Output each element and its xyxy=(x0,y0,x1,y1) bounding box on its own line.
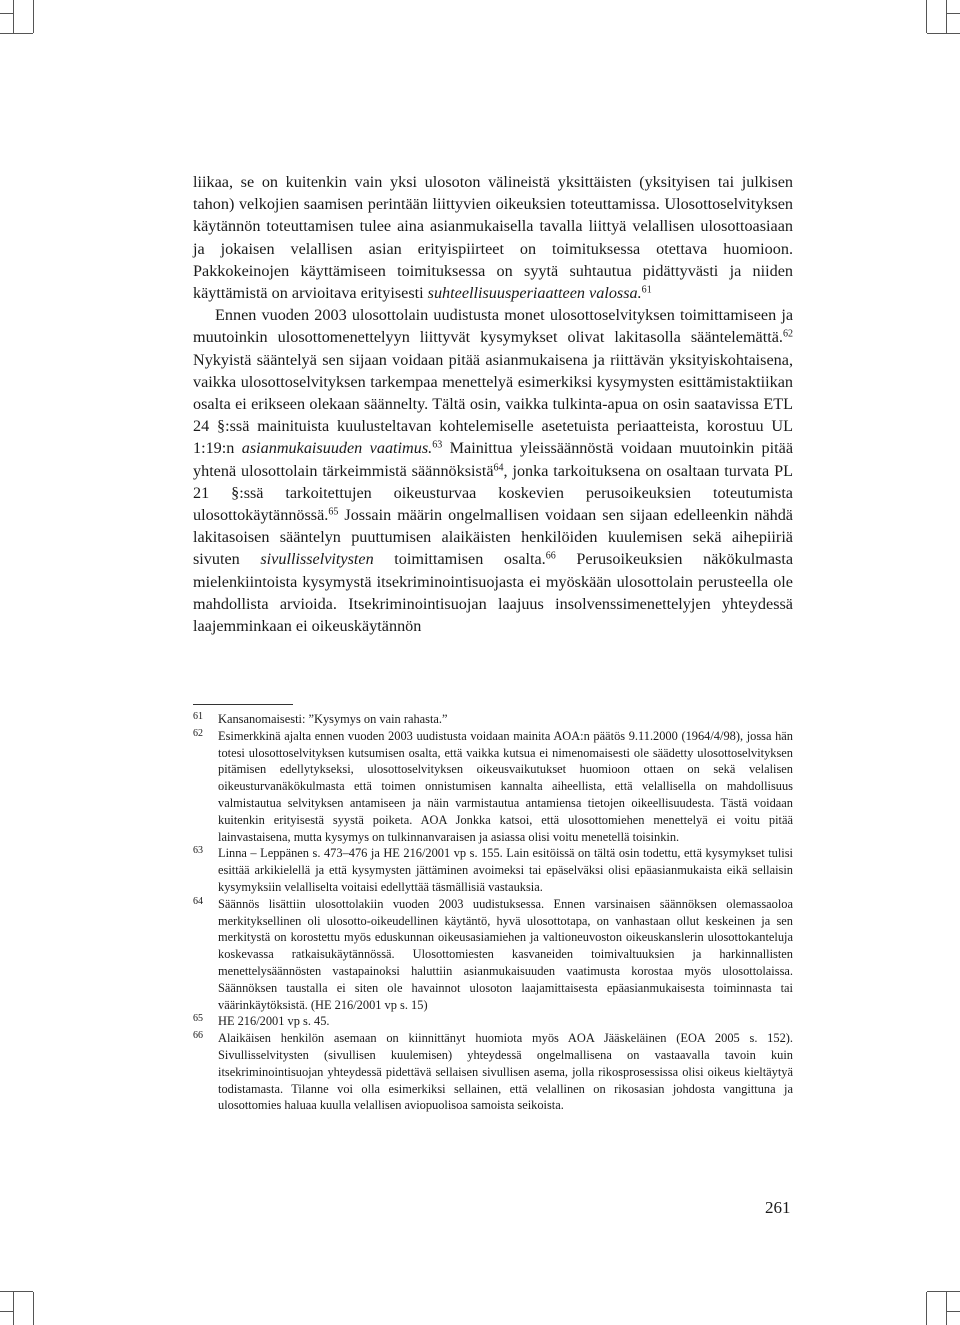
footnote-text: Kansanomaisesti: ”Kysymys on vain rahasta.” xyxy=(218,712,448,726)
footnotes xyxy=(193,711,793,1114)
crop-mark-tr-h2 xyxy=(947,13,960,14)
italic-phrase: sivullisselvitysten xyxy=(260,550,374,569)
crop-mark-tr-v xyxy=(926,0,927,33)
footnote-number: 61 xyxy=(193,711,203,722)
crop-mark-bl-h2 xyxy=(0,1311,13,1312)
footnote-66 xyxy=(193,1030,793,1114)
footnote-number: 64 xyxy=(193,895,203,907)
footnote-ref-61[interactable]: 61 xyxy=(641,284,652,296)
footnote-62 xyxy=(193,728,793,846)
footnote-ref-63[interactable]: 63 xyxy=(432,439,443,451)
crop-mark-tl-v xyxy=(33,0,34,33)
crop-mark-br-h2 xyxy=(947,1311,960,1312)
footnote-text: Esimerkkinä ajalta ennen vuoden 2003 uudistusta voidaan mainita AOA:n päätös 9.11.2000 (1964/4/98), jossa hän totesi ulosottoselvityksen kutsumisen osalta, että vaikka kutsua ei nimenomaisesti ole säädetty ulosottoselvityksen pitämisen edellytykseksi, ulosottoselvityksen oikeusvaikutukset huomioon ottaen on sekä velalisen oikeusturvanäkökulmasta että toimen onnistumisen kannalta aiheellista, että velallisella on mahdollisuus valmistautua selvityksen antamiseen ja näin varmistautua antamiensa tietojen oikeellisuudesta. Tästä voidaan kuitenkin erityisestä syystä poiketa. AOA Jonkka katsoi, että ulosottomiehen menettelyä ei voitu pitää lainvastaisena, mutta kysymys on tulkinnanvaraisen ja asiassa olisi voitu menetellä toisinkin. xyxy=(218,728,793,844)
paragraph-2: Ennen vuoden 2003 ulosottolain uudistusta monet ulosottoselvityksen toimittamiseen ja muutoinkin ulosottomenettelyyn liittyvät kysymykset olivat lakitasolla sääntelemättä.$^{62}$ Nykyistä sääntelyä sen sijaan voidaan pitää asianmukaisena ja riittävän yksityiskohtaisena, vaikka ulosottoselvityksen tarkempaa menettelyä esimerkiksi kysymysten esittämistaktiikan osalta ei erikseen olekaan säännelty. Tältä osin, vaikka tulkinta-apua on osin saatavissa ETL 24 §:ssä mainituista kuulusteltavan kohtelemiselle asetetuista periaatteista, korostuu UL 1:19:n asianmukaisuuden vaatimus.$^{63}$ Mainittua yleissäännöstä voidaan muutoinkin pitää yhtenä ulosottolain tärkeimmistä säännöksistä$^{64}$, jonka tarkoituksena on osaltaan turvata PL 21 §:ssä tarkoitettujen oikeusturvaa koskevien perusoikeuksien toteutumista ulosottokäytännössä.$^{65}$ Jossain määrin ongelmallisen voidaan sen sijaan edelleenkin nähdä lakitasoisen sääntelyn puuttumisen alaikäisten henkilöiden kuulemisen sekä aihepiiriä sivuten sivullisselvitysten toimittamisen osalta.$^{66}$ Perusoikeuksien näkökulmasta mielenkiintoista kysymystä itsekriminointisuojasta ei myöskään ulosottolain perusteella ole mahdollista arvioida. Itsekriminointisuojan laajuus insolvenssimenettelyjen yhteydessä laajemminkaan ei oikeuskäytännön xyxy=(193,306,794,636)
crop-mark-br-v xyxy=(926,1292,927,1325)
footnote-text: Linna – Leppänen s. 473–476 ja HE 216/2001 vp s. 155. Lain esitöissä on tältä osin todettu, että kysymykset tulisi esittää arkikielellä ja että kysymysten jättäminen avoimeksi tai epäselväksi olisi epäasianmukaista eikä sellaisin kysymyksiin velalliselta voitaisi edellyttää täsmällisiä vastauksia. xyxy=(218,846,793,894)
page-number: 261 xyxy=(765,1198,791,1217)
footnote-ref-62[interactable]: 62 xyxy=(782,328,793,340)
footnote-text: Alaikäisen henkilön asemaan on kiinnittänyt huomiota myös AOA Jääskeläinen (EOA 2005 s. 152). Sivullisselvitysten (sivullisen kuulemisen) yhteydessä ongelmallisena on vastaavalla tavoin kuin itsekriminointisuojan yhteydessä pidettävä sellaisen sivullisen asema, jolla rikosprosessissa olisi oikeus kieltäytyä todistamasta. Tilanne voi olla esimerkiksi sellainen, että velallinen on rikosasian johdosta vangittuna ja ulosottomies haluaa kuulla velallisen aviopuolisoa samoista seikoista. xyxy=(218,1031,793,1113)
crop-mark-tr-h xyxy=(927,33,960,34)
footnote-number: 65 xyxy=(193,1013,203,1025)
crop-mark-bl-v xyxy=(33,1292,34,1325)
footnote-63 xyxy=(193,845,793,895)
footnote-number: 63 xyxy=(193,845,203,857)
italic-phrase: asianmukaisuuden vaatimus. xyxy=(241,439,433,458)
footnote-text: HE 216/2001 vp s. 45. xyxy=(218,1014,330,1029)
crop-mark-br-v2 xyxy=(946,1292,947,1325)
italic-phrase: suhteellisuusperiaatteen valossa. xyxy=(427,284,642,303)
footnote-ref-65[interactable]: 65 xyxy=(328,506,339,518)
crop-mark-bl-v2 xyxy=(13,1292,14,1325)
footnote-64 xyxy=(193,896,793,1014)
body-text xyxy=(193,171,793,637)
crop-mark-bl-h xyxy=(0,1291,33,1292)
footnote-65 xyxy=(193,1013,793,1030)
crop-mark-tr-v2 xyxy=(946,0,947,33)
footnote-61 xyxy=(193,711,793,728)
footnote-number: 62 xyxy=(193,727,203,739)
paragraph-1: liikaa, se on kuitenkin vain yksi ulosoton välineistä yksittäisten (yksityisen tai julkisen tahon) velkojien saamisen perintään liittyvien oikeuksien toteuttamissa. Ulosottoselvityksen käytännön toteuttamisen tulee aina asianmukaisella tavalla liittyä velallisen ulosottoasiaan ja jokaisen velallisen asian erityispiirteet on toimituksessa otettava huomioon. Pakkokeinojen käyttämiseen toimituksessa on syytä suhtautua pidättyvästi ja niiden käyttämistä on arvioitava erityisesti suhteellisuusperiaatteen valossa.$^{61}$ xyxy=(193,173,793,303)
footnote-text: Säännös lisättiin ulosottolakiin vuoden 2003 uudistuksessa. Ennen varsinaisen säännöksen olemassaoloa merkityksellinen oli ulosotto-oikeudellinen käytäntö, hyvä ulosottotapa, on vanhastaan ollut keskeinen ja sen merkitystä on korostettu myös eduskunnan oikeusasiamiehen ja valtioneuvoston oikeuskanslerin ulosottokanteluja koskevassa ratkaisukäytännössä. Ulosottomiesten kasvaneiden toimivaltuuksien ja harkinnallisten menettelysäännösten vastapainoksi haluttiin asianmukaisuuden vaatimusta korostaa myös ulosottolaissa. Säännöksen taustalla ei siten ole havainnot ulosoton laajamittaisesta epäasianmukaisesta toiminnasta tai väärinkäytöksistä. (HE 216/2001 vp s. 15) xyxy=(218,896,793,1012)
footnote-ref-66[interactable]: 66 xyxy=(545,550,556,562)
footnote-separator xyxy=(193,704,293,705)
footnote-ref-64[interactable]: 64 xyxy=(493,462,504,474)
crop-mark-br-h xyxy=(927,1291,960,1292)
footnote-number: 66 xyxy=(193,1030,203,1042)
crop-mark-tl-h xyxy=(0,33,33,34)
crop-mark-tl-v2 xyxy=(13,0,14,33)
crop-mark-tl-h2 xyxy=(0,13,13,14)
